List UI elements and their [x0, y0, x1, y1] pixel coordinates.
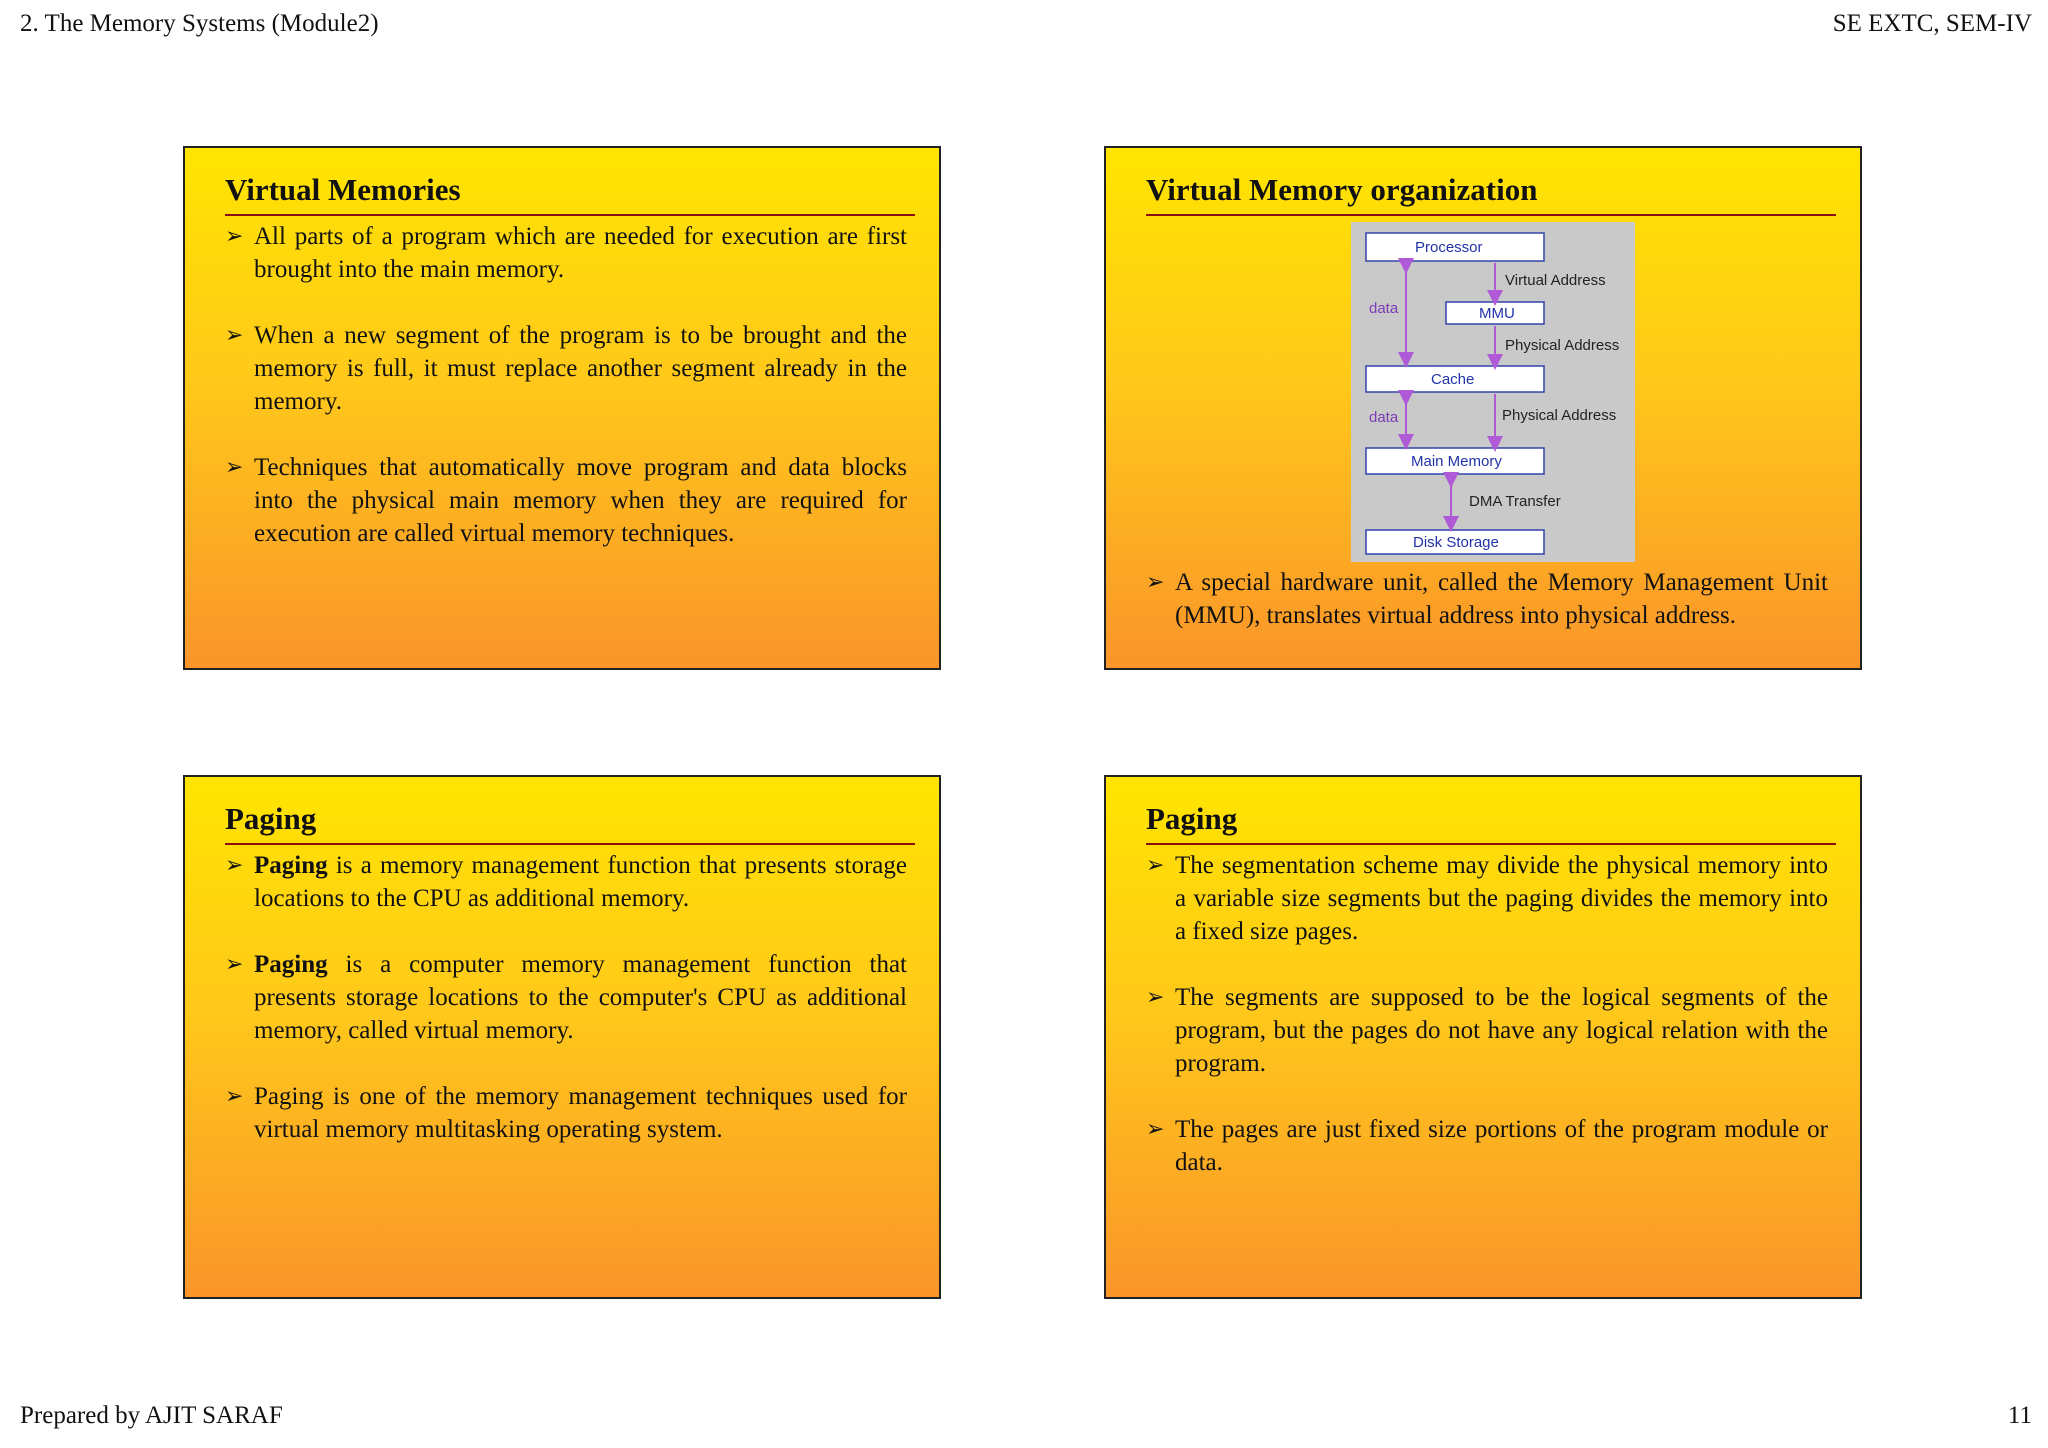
- bullet-arrow-icon: ➢: [1146, 985, 1165, 1010]
- header-course: SE EXTC, SEM-IV: [1832, 10, 2032, 37]
- main-memory-label: Main Memory: [1411, 453, 1502, 470]
- bullet-list: [1146, 849, 1828, 1212]
- bullet-item: ➢ Paging is a computer memory management function that presents storage locations to the computer's CPU as additional memory, called virtual memory.: [225, 948, 907, 1047]
- page-number: 11: [2007, 1402, 2032, 1429]
- bullet-arrow-icon: ➢: [1146, 1117, 1165, 1142]
- mmu-label: MMU: [1479, 305, 1515, 322]
- bullet-arrow-icon: ➢: [225, 952, 244, 977]
- bullet-item: ➢ Paging is one of the memory management techniques used for virtual memory multitasking operating system.: [225, 1080, 907, 1146]
- bullet-arrow-icon: ➢: [1146, 853, 1165, 878]
- bullet-list: [225, 220, 907, 583]
- memory-hierarchy-diagram: [1351, 222, 1635, 562]
- data-label-2: data: [1369, 409, 1399, 426]
- header-module-title: 2. The Memory Systems (Module2): [20, 10, 379, 37]
- slide-virtual-memories: [183, 146, 941, 670]
- slide-paging-1: [183, 775, 941, 1299]
- slide-title: Paging: [1146, 801, 1836, 845]
- data-label-1: data: [1369, 300, 1399, 317]
- slide-title: Virtual Memories: [225, 172, 915, 216]
- footer-author: Prepared by AJIT SARAF: [20, 1402, 283, 1429]
- bullet-arrow-icon: ➢: [225, 323, 244, 348]
- bullet-list: [1146, 566, 1828, 665]
- slide-virtual-memory-organization: [1104, 146, 1862, 670]
- bullet-item: ➢ When a new segment of the program is to be brought and the memory is full, it must replace another segment already in the memory.: [225, 319, 907, 418]
- slide-title: Paging: [225, 801, 915, 845]
- bullet-arrow-icon: ➢: [225, 853, 244, 878]
- bullet-arrow-icon: ➢: [1146, 570, 1165, 595]
- cache-label: Cache: [1431, 371, 1475, 388]
- diagram-svg: [1351, 222, 1635, 562]
- slide-title: Virtual Memory organization: [1146, 172, 1836, 216]
- bullet-item: ➢ All parts of a program which are needed for execution are first brought into the main memory.: [225, 220, 907, 286]
- physical-address-label-1: Physical Address: [1505, 337, 1620, 354]
- bullet-list: [225, 849, 907, 1179]
- bullet-arrow-icon: ➢: [225, 1084, 244, 1109]
- processor-label: Processor: [1415, 239, 1483, 256]
- bullet-item: ➢ The segments are supposed to be the logical segments of the program, but the pages do not have any logical relation with the program.: [1146, 981, 1828, 1080]
- bullet-arrow-icon: ➢: [225, 224, 244, 249]
- dma-transfer-label: DMA Transfer: [1469, 493, 1561, 510]
- bullet-item: ➢ The pages are just fixed size portions of the program module or data.: [1146, 1113, 1828, 1179]
- disk-storage-label: Disk Storage: [1413, 534, 1499, 551]
- virtual-address-label: Virtual Address: [1505, 272, 1606, 289]
- bullet-item: ➢ Techniques that automatically move program and data blocks into the physical main memory when they are required for execution are called virtual memory techniques.: [225, 451, 907, 550]
- bullet-item: ➢ Paging is a memory management function that presents storage locations to the CPU as additional memory.: [225, 849, 907, 915]
- bullet-item: ➢ The segmentation scheme may divide the physical memory into a variable size segments but the paging divides the memory into a fixed size pages.: [1146, 849, 1828, 948]
- bullet-item: ➢ A special hardware unit, called the Memory Management Unit (MMU), translates virtual address into physical address.: [1146, 566, 1828, 632]
- physical-address-label-2: Physical Address: [1502, 407, 1617, 424]
- slide-paging-2: [1104, 775, 1862, 1299]
- bullet-arrow-icon: ➢: [225, 455, 244, 480]
